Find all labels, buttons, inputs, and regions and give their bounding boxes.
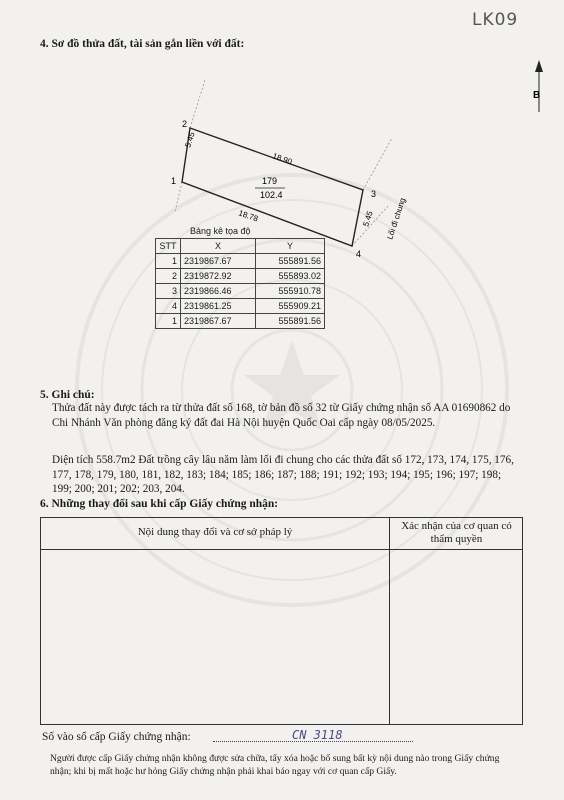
north-arrow-icon [535, 60, 543, 112]
edge-length-top: 18.90 [271, 151, 294, 167]
changes-col-confirm-header: Xác nhận của cơ quan có thẩm quyền [401, 520, 512, 545]
footnote: Người được cấp Giấy chứng nhận không được sửa chữa, tẩy xóa hoặc bổ sung bất kỳ nội dung nào trong Giấy chứng nhận; khi bị mất hoặc hư hỏng Giấy chứng nhận phải khai báo ngay với cơ quan cấp Giấy. [50, 753, 500, 777]
table-row: 1 2319867.67 555891.56 [156, 314, 325, 329]
north-label: B [533, 90, 541, 101]
coord-header-x: X [181, 239, 256, 254]
table-row: 3 2319866.46 555910.78 [156, 284, 325, 299]
note-paragraph-1: Thửa đất này được tách ra từ thửa đất số 168, tờ bản đồ số 32 từ Giấy chứng nhận số AA 01690862 do Chi Nhánh Văn phòng đăng ký đất đai Hà Nội huyện Quốc Oai cấp ngày 08/05/2025. [52, 402, 511, 429]
parcel-number: 179 [262, 176, 278, 186]
section-4-title: 4. Sơ đồ thửa đất, tài sản gắn liền với đất: [40, 38, 245, 50]
table-row: 1 2319867.67 555891.56 [156, 254, 325, 269]
edge-length-bottom: 18.78 [237, 208, 260, 224]
vertex-label-3: 3 [371, 189, 377, 199]
vertex-label-2: 2 [182, 119, 188, 129]
handwritten-code: LK09 [472, 10, 519, 30]
table-row: 2 2319872.92 555893.02 [156, 269, 325, 284]
edge-length-right: 5.45 [361, 210, 375, 228]
road-label: Lối đi chung [385, 196, 408, 241]
table-row: 4 2319861.25 555909.21 [156, 299, 325, 314]
edge-length-left: 5.45 [183, 131, 197, 149]
registry-label: Số vào sổ cấp Giấy chứng nhận: [42, 731, 191, 743]
parcel-area: 102.4 [260, 190, 283, 200]
changes-col-content-header: Nội dung thay đổi và cơ sở pháp lý [137, 526, 293, 538]
changes-table [40, 517, 523, 725]
section-5-title: 5. Ghi chú: [40, 389, 95, 401]
vertex-label-1: 1 [171, 176, 177, 186]
coord-header-y: Y [256, 239, 325, 254]
coord-header-stt: STT [156, 239, 181, 254]
coord-table [155, 238, 325, 329]
section-6-title: 6. Những thay đổi sau khi cấp Giấy chứng nhận: [40, 498, 279, 510]
registry-number: CN 3118 [292, 728, 343, 742]
vertex-label-4: 4 [356, 249, 362, 259]
note-paragraph-2: Diện tích 558.7m2 Đất trồng cây lâu năm làm lối đi chung cho các thửa đất số 172, 173, 174, 175, 176, 177, 178, 179, 180, 181, 182, 183; 184; 185; 186; 187; 188; 191; 192; 193; 194; 195; 196; 197; 198; 199; 200; 201; 202; 203, 204. [52, 454, 514, 495]
coord-table-title: Bảng kê tọa độ [190, 226, 251, 236]
